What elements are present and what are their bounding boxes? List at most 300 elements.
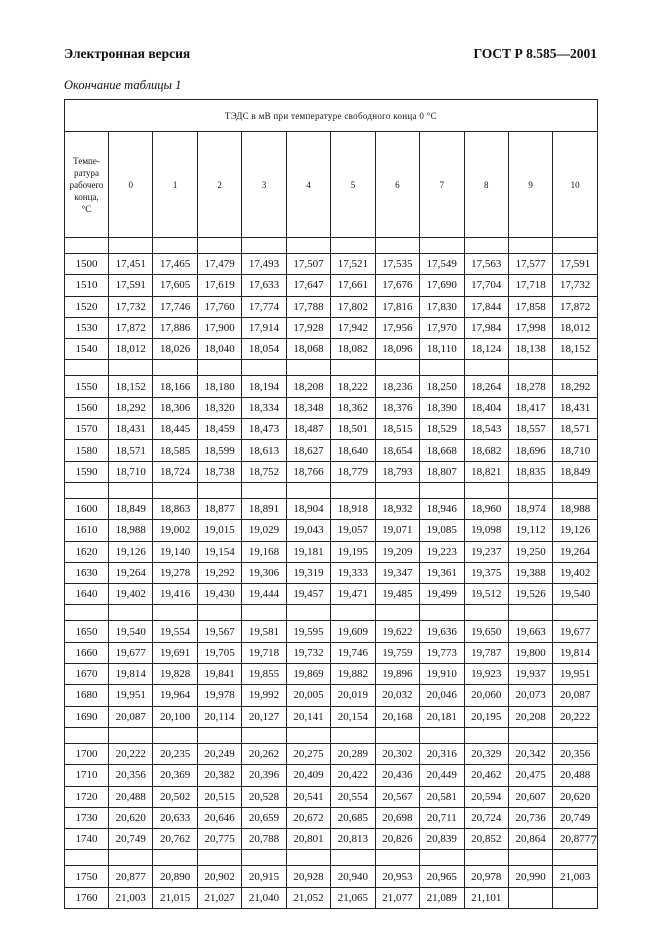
group-spacer-row	[65, 850, 598, 866]
empty-cell	[553, 605, 597, 621]
emf-value-cell: 19,333	[331, 562, 375, 583]
empty-cell	[553, 360, 597, 376]
emf-value-cell: 17,900	[197, 317, 241, 338]
empty-cell	[197, 605, 241, 621]
emf-value-cell: 18,194	[242, 376, 286, 397]
emf-value-cell: 19,057	[331, 520, 375, 541]
empty-cell	[197, 482, 241, 498]
table-row	[65, 419, 598, 440]
emf-value-cell: 20,356	[553, 743, 597, 764]
emf-value-cell: 17,535	[375, 254, 419, 275]
emf-value-cell: 18,096	[375, 339, 419, 360]
emf-value-cell: 19,814	[109, 664, 153, 685]
table-row	[65, 440, 598, 461]
empty-cell	[153, 360, 197, 376]
emf-value-cell: 18,012	[109, 339, 153, 360]
emf-value-cell: 20,607	[508, 786, 552, 807]
emf-value-cell: 19,209	[375, 541, 419, 562]
empty-cell	[197, 238, 241, 254]
emf-value-cell: 18,292	[109, 397, 153, 418]
emf-value-cell: 20,488	[109, 786, 153, 807]
empty-cell	[331, 727, 375, 743]
empty-cell	[65, 727, 109, 743]
emf-value-cell: 18,473	[242, 419, 286, 440]
emf-value-cell: 20,235	[153, 743, 197, 764]
temperature-cell: 1660	[65, 642, 109, 663]
emf-value-cell: 18,431	[109, 419, 153, 440]
empty-cell	[109, 482, 153, 498]
group-spacer-row	[65, 727, 598, 743]
emf-value-cell: 19,154	[197, 541, 241, 562]
emf-value-cell: 18,988	[109, 520, 153, 541]
emf-value-cell: 17,521	[331, 254, 375, 275]
emf-value-cell: 17,718	[508, 275, 552, 296]
empty-cell	[420, 482, 464, 498]
emf-value-cell: 19,126	[109, 541, 153, 562]
emf-value-cell: 20,475	[508, 765, 552, 786]
emf-value-cell: 19,416	[153, 584, 197, 605]
temperature-cell: 1550	[65, 376, 109, 397]
emf-value-cell: 20,073	[508, 685, 552, 706]
emf-value-cell: 19,250	[508, 541, 552, 562]
empty-cell	[375, 360, 419, 376]
emf-value-cell: 20,749	[553, 807, 597, 828]
emf-value-cell: 20,382	[197, 765, 241, 786]
table-row	[65, 275, 598, 296]
emf-value-cell: 18,068	[286, 339, 330, 360]
emf-value-cell: 19,663	[508, 621, 552, 642]
empty-cell	[420, 360, 464, 376]
table-row	[65, 685, 598, 706]
emf-value-cell: 18,026	[153, 339, 197, 360]
empty-cell	[109, 238, 153, 254]
emf-value-cell: 17,661	[331, 275, 375, 296]
emf-value-cell: 18,724	[153, 461, 197, 482]
emf-value-cell: 20,801	[286, 829, 330, 850]
table-row	[65, 642, 598, 663]
emf-value-cell: 20,839	[420, 829, 464, 850]
emf-value-cell: 19,237	[464, 541, 508, 562]
emf-value-cell: 18,793	[375, 461, 419, 482]
empty-cell	[553, 727, 597, 743]
emf-value-cell: 20,940	[331, 866, 375, 887]
emf-value-cell: 18,124	[464, 339, 508, 360]
emf-value-cell: 18,668	[420, 440, 464, 461]
emf-value-cell: 18,222	[331, 376, 375, 397]
empty-cell	[508, 605, 552, 621]
emf-value-cell: 19,937	[508, 664, 552, 685]
emf-value-cell: 18,110	[420, 339, 464, 360]
emf-value-cell: 19,388	[508, 562, 552, 583]
emf-value-cell: 18,960	[464, 498, 508, 519]
emf-value-cell: 19,085	[420, 520, 464, 541]
empty-cell	[109, 360, 153, 376]
emf-value-cell: 19,278	[153, 562, 197, 583]
emf-value-cell: 19,992	[242, 685, 286, 706]
emf-value-cell: 20,356	[109, 765, 153, 786]
emf-value-cell: 20,646	[197, 807, 241, 828]
table-row	[65, 339, 598, 360]
temperature-cell: 1520	[65, 296, 109, 317]
emf-value-cell: 17,732	[109, 296, 153, 317]
emf-value-cell: 18,974	[508, 498, 552, 519]
empty-cell	[109, 605, 153, 621]
emf-value-cell: 19,499	[420, 584, 464, 605]
table-row	[65, 765, 598, 786]
emf-value-cell: 17,858	[508, 296, 552, 317]
emf-value-cell: 19,581	[242, 621, 286, 642]
emf-value-cell: 20,515	[197, 786, 241, 807]
emf-value-cell: 19,264	[109, 562, 153, 583]
emf-value-cell: 20,168	[375, 706, 419, 727]
emf-value-cell: 18,180	[197, 376, 241, 397]
emf-value-cell: 19,746	[331, 642, 375, 663]
emf-value-cell: 18,152	[109, 376, 153, 397]
empty-cell	[109, 727, 153, 743]
table-row	[65, 829, 598, 850]
table-row	[65, 621, 598, 642]
row-header-line: ратура	[73, 167, 100, 178]
emf-value-cell: 17,732	[553, 275, 597, 296]
empty-cell	[375, 850, 419, 866]
emf-value-cell: 20,749	[109, 829, 153, 850]
emf-value-cell: 20,685	[331, 807, 375, 828]
table-row	[65, 520, 598, 541]
emf-value-cell: 17,577	[508, 254, 552, 275]
emf-value-cell: 20,100	[153, 706, 197, 727]
emf-value-cell: 20,449	[420, 765, 464, 786]
table-row	[65, 786, 598, 807]
emf-value-cell: 18,571	[553, 419, 597, 440]
emf-value-cell: 18,835	[508, 461, 552, 482]
emf-value-cell: 20,396	[242, 765, 286, 786]
table-body	[65, 238, 598, 909]
empty-cell	[197, 727, 241, 743]
emf-value-cell: 18,208	[286, 376, 330, 397]
temperature-cell: 1570	[65, 419, 109, 440]
empty-cell	[464, 605, 508, 621]
emf-value-cell: 19,015	[197, 520, 241, 541]
empty-cell	[65, 482, 109, 498]
emf-value-cell: 20,724	[464, 807, 508, 828]
emf-value-cell: 19,855	[242, 664, 286, 685]
temperature-cell: 1650	[65, 621, 109, 642]
emf-value-cell: 18,459	[197, 419, 241, 440]
emf-value-cell: 21,003	[109, 887, 153, 908]
emf-value-cell	[508, 887, 552, 908]
group-spacer-row	[65, 605, 598, 621]
empty-cell	[109, 850, 153, 866]
emf-value-cell: 20,087	[553, 685, 597, 706]
emf-value-cell: 18,236	[375, 376, 419, 397]
table-row	[65, 296, 598, 317]
emf-value-cell: 21,003	[553, 866, 597, 887]
temperature-cell: 1710	[65, 765, 109, 786]
emf-value-cell: 19,292	[197, 562, 241, 583]
row-header-line: рабочего	[69, 179, 104, 190]
emf-value-cell: 20,864	[508, 829, 552, 850]
temperature-cell: 1740	[65, 829, 109, 850]
empty-cell	[242, 238, 286, 254]
table-row	[65, 461, 598, 482]
table-row	[65, 887, 598, 908]
emf-value-cell: 19,896	[375, 664, 419, 685]
table-row	[65, 866, 598, 887]
empty-cell	[286, 482, 330, 498]
emf-value-cell: 20,890	[153, 866, 197, 887]
emf-value-cell: 19,223	[420, 541, 464, 562]
emf-value-cell: 21,015	[153, 887, 197, 908]
empty-cell	[331, 360, 375, 376]
emf-value-cell: 19,140	[153, 541, 197, 562]
page-number: 7	[590, 832, 597, 847]
empty-cell	[375, 727, 419, 743]
emf-value-cell: 18,390	[420, 397, 464, 418]
emf-value-cell: 21,052	[286, 887, 330, 908]
emf-value-cell: 20,087	[109, 706, 153, 727]
emf-value-cell: 17,970	[420, 317, 464, 338]
empty-cell	[242, 482, 286, 498]
emf-value-cell: 21,089	[420, 887, 464, 908]
emf-value-cell: 17,493	[242, 254, 286, 275]
temperature-cell: 1510	[65, 275, 109, 296]
emf-value-cell: 20,222	[109, 743, 153, 764]
empty-cell	[464, 727, 508, 743]
column-header: 3	[242, 132, 286, 238]
emf-value-cell: 20,698	[375, 807, 419, 828]
emf-value-cell: 17,942	[331, 317, 375, 338]
empty-cell	[65, 360, 109, 376]
emf-value-cell: 21,040	[242, 887, 286, 908]
emf-value-cell: 20,502	[153, 786, 197, 807]
row-header-line: Темпе-	[73, 155, 100, 166]
emf-value-cell: 19,361	[420, 562, 464, 583]
table-title: ТЭДС в мВ при температуре свободного конца 0 °С	[65, 100, 598, 132]
emf-value-cell: 17,872	[553, 296, 597, 317]
emf-value-cell: 20,978	[464, 866, 508, 887]
empty-cell	[464, 482, 508, 498]
emf-value-cell: 19,430	[197, 584, 241, 605]
emf-value-cell: 19,814	[553, 642, 597, 663]
emf-value-cell: 18,891	[242, 498, 286, 519]
empty-cell	[197, 360, 241, 376]
column-header: 0	[109, 132, 153, 238]
emf-value-cell: 17,956	[375, 317, 419, 338]
emf-value-cell: 17,760	[197, 296, 241, 317]
row-header-line: °С	[81, 203, 92, 214]
emf-value-cell: 19,168	[242, 541, 286, 562]
emf-value-cell: 19,732	[286, 642, 330, 663]
column-header: 2	[197, 132, 241, 238]
column-header: 4	[286, 132, 330, 238]
emf-value-cell: 20,567	[375, 786, 419, 807]
emf-value-cell: 19,306	[242, 562, 286, 583]
emf-value-cell: 19,636	[420, 621, 464, 642]
emf-value-cell: 18,710	[553, 440, 597, 461]
emf-value-cell: 19,869	[286, 664, 330, 685]
column-header: 1	[153, 132, 197, 238]
emf-value-cell: 20,633	[153, 807, 197, 828]
emf-value-cell: 18,877	[197, 498, 241, 519]
table-row	[65, 498, 598, 519]
temperature-cell: 1690	[65, 706, 109, 727]
empty-cell	[286, 360, 330, 376]
emf-value-cell: 19,098	[464, 520, 508, 541]
emf-value-cell: 19,540	[553, 584, 597, 605]
empty-cell	[331, 482, 375, 498]
emf-value-cell: 17,802	[331, 296, 375, 317]
column-header: 5	[331, 132, 375, 238]
emf-value-cell: 18,807	[420, 461, 464, 482]
emf-value-cell: 19,759	[375, 642, 419, 663]
emf-value-cell: 20,541	[286, 786, 330, 807]
emf-value-cell: 21,077	[375, 887, 419, 908]
emf-value-cell: 18,250	[420, 376, 464, 397]
emf-value-cell: 20,275	[286, 743, 330, 764]
empty-cell	[153, 850, 197, 866]
emf-value-cell: 17,605	[153, 275, 197, 296]
empty-cell	[331, 238, 375, 254]
emf-value-cell: 19,540	[109, 621, 153, 642]
emf-value-cell: 17,591	[109, 275, 153, 296]
empty-cell	[464, 360, 508, 376]
emf-value-cell: 20,289	[331, 743, 375, 764]
emf-value-cell: 18,166	[153, 376, 197, 397]
temperature-cell: 1730	[65, 807, 109, 828]
emf-value-cell: 20,046	[420, 685, 464, 706]
emf-value-cell: 20,316	[420, 743, 464, 764]
column-header: 8	[464, 132, 508, 238]
emf-value-cell: 18,138	[508, 339, 552, 360]
emf-value-cell: 19,029	[242, 520, 286, 541]
column-header-row	[65, 132, 598, 238]
emf-value-cell: 17,619	[197, 275, 241, 296]
emf-value-cell: 19,787	[464, 642, 508, 663]
emf-value-cell: 20,114	[197, 706, 241, 727]
empty-cell	[242, 605, 286, 621]
thermo-emf-table	[64, 99, 598, 909]
emf-value-cell: 18,918	[331, 498, 375, 519]
emf-value-cell: 18,292	[553, 376, 597, 397]
table-row	[65, 376, 598, 397]
emf-value-cell: 20,462	[464, 765, 508, 786]
emf-value-cell: 20,620	[109, 807, 153, 828]
emf-value-cell: 20,488	[553, 765, 597, 786]
emf-value-cell: 20,711	[420, 807, 464, 828]
emf-value-cell: 17,465	[153, 254, 197, 275]
emf-value-cell: 18,863	[153, 498, 197, 519]
emf-value-cell: 18,320	[197, 397, 241, 418]
emf-value-cell: 17,774	[242, 296, 286, 317]
temperature-cell: 1540	[65, 339, 109, 360]
emf-value-cell: 19,910	[420, 664, 464, 685]
emf-value-cell: 18,278	[508, 376, 552, 397]
emf-value-cell: 19,471	[331, 584, 375, 605]
emf-value-cell: 17,886	[153, 317, 197, 338]
temperature-cell: 1500	[65, 254, 109, 275]
emf-value-cell: 19,841	[197, 664, 241, 685]
temperature-cell: 1530	[65, 317, 109, 338]
emf-value-cell: 18,501	[331, 419, 375, 440]
emf-value-cell: 18,627	[286, 440, 330, 461]
emf-value-cell: 19,457	[286, 584, 330, 605]
emf-value-cell: 18,988	[553, 498, 597, 519]
empty-cell	[553, 238, 597, 254]
empty-cell	[508, 727, 552, 743]
temperature-cell: 1750	[65, 866, 109, 887]
empty-cell	[420, 850, 464, 866]
emf-value-cell: 20,826	[375, 829, 419, 850]
empty-cell	[331, 850, 375, 866]
emf-value-cell: 20,620	[553, 786, 597, 807]
emf-value-cell: 20,409	[286, 765, 330, 786]
emf-value-cell: 19,375	[464, 562, 508, 583]
emf-value-cell: 19,526	[508, 584, 552, 605]
emf-value-cell: 17,507	[286, 254, 330, 275]
temperature-cell: 1630	[65, 562, 109, 583]
table-row	[65, 254, 598, 275]
emf-value-cell: 18,849	[553, 461, 597, 482]
emf-value-cell: 19,402	[109, 584, 153, 605]
emf-value-cell: 18,766	[286, 461, 330, 482]
emf-value-cell: 20,208	[508, 706, 552, 727]
emf-value-cell: 20,915	[242, 866, 286, 887]
temperature-cell: 1760	[65, 887, 109, 908]
emf-value-cell: 19,978	[197, 685, 241, 706]
emf-value-cell: 20,877	[109, 866, 153, 887]
emf-value-cell: 19,718	[242, 642, 286, 663]
emf-value-cell: 19,567	[197, 621, 241, 642]
emf-value-cell: 18,904	[286, 498, 330, 519]
emf-value-cell: 20,005	[286, 685, 330, 706]
emf-value-cell: 19,071	[375, 520, 419, 541]
emf-value-cell: 20,141	[286, 706, 330, 727]
empty-cell	[464, 238, 508, 254]
emf-value-cell: 18,849	[109, 498, 153, 519]
temperature-cell: 1600	[65, 498, 109, 519]
emf-value-cell: 20,154	[331, 706, 375, 727]
emf-value-cell: 18,599	[197, 440, 241, 461]
emf-value-cell: 19,828	[153, 664, 197, 685]
emf-value-cell: 18,431	[553, 397, 597, 418]
empty-cell	[420, 727, 464, 743]
emf-value-cell: 19,923	[464, 664, 508, 685]
emf-value-cell: 17,914	[242, 317, 286, 338]
column-header: 9	[508, 132, 552, 238]
emf-value-cell: 19,595	[286, 621, 330, 642]
empty-cell	[153, 727, 197, 743]
empty-cell	[65, 850, 109, 866]
emf-value-cell: 18,334	[242, 397, 286, 418]
emf-value-cell: 20,813	[331, 829, 375, 850]
emf-value-cell: 20,775	[197, 829, 241, 850]
table-row	[65, 706, 598, 727]
emf-value-cell: 19,650	[464, 621, 508, 642]
emf-value-cell: 20,788	[242, 829, 286, 850]
emf-value-cell: 20,902	[197, 866, 241, 887]
empty-cell	[508, 238, 552, 254]
emf-value-cell: 20,302	[375, 743, 419, 764]
empty-cell	[508, 360, 552, 376]
empty-cell	[153, 482, 197, 498]
emf-value-cell: 20,222	[553, 706, 597, 727]
row-header-cell	[65, 132, 109, 238]
emf-value-cell: 17,647	[286, 275, 330, 296]
emf-value-cell: 20,436	[375, 765, 419, 786]
emf-value-cell: 19,609	[331, 621, 375, 642]
emf-value-cell: 17,591	[553, 254, 597, 275]
emf-value-cell: 18,445	[153, 419, 197, 440]
